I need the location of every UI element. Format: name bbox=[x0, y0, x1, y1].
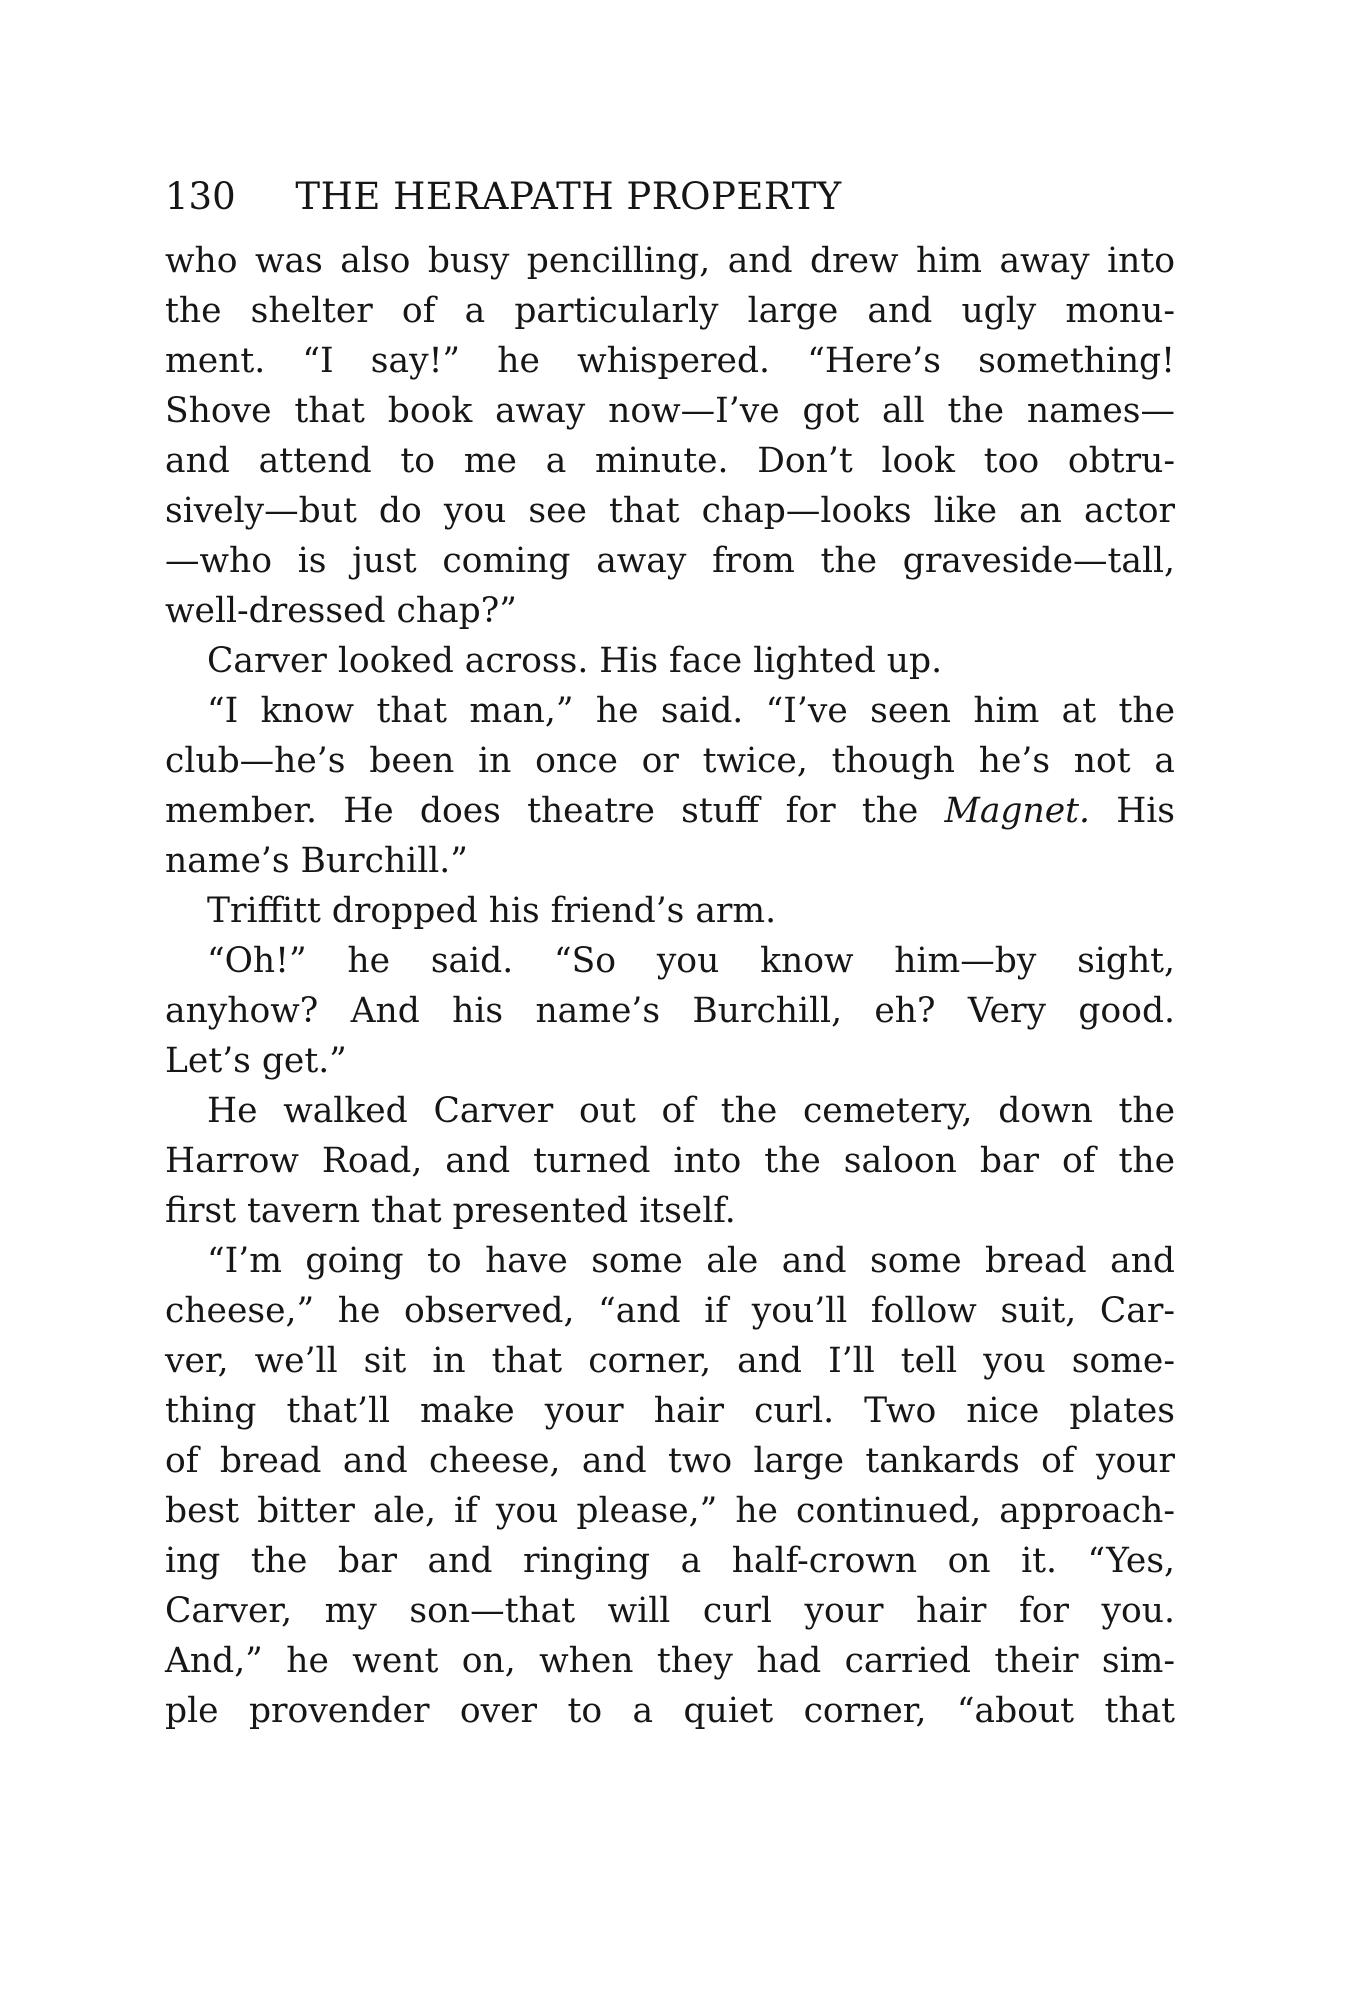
running-title: THE HERAPATH PROPERTY bbox=[295, 175, 842, 218]
text-line: Triffitt dropped his friend’s arm. bbox=[207, 891, 777, 931]
text-line: of bread and cheese, and two large tankards of your bbox=[165, 1441, 1175, 1481]
text-line: anyhow? And his name’s Burchill, eh? Very good. bbox=[165, 991, 1175, 1031]
text-line: thing that’ll make your hair curl. Two nice plates bbox=[165, 1391, 1175, 1431]
text-line: Let’s get.” bbox=[165, 1041, 347, 1081]
text-line: Carver, my son—that will curl your hair for you. bbox=[165, 1591, 1175, 1631]
page-number: 130 bbox=[165, 175, 236, 218]
italic-title: Magnet. bbox=[944, 791, 1090, 831]
body-text bbox=[165, 236, 1175, 1736]
text-line: club—he’s been in once or twice, though he’s not a bbox=[165, 741, 1175, 781]
text-line-with-italic bbox=[165, 786, 1175, 836]
text-segment: member. He does theatre stuff for the bbox=[165, 791, 919, 831]
text-line: And,” he went on, when they had carried their sim- bbox=[165, 1641, 1175, 1681]
text-line: Harrow Road, and turned into the saloon bar of the bbox=[165, 1141, 1175, 1181]
text-line: “I know that man,” he said. “I’ve seen him at the bbox=[207, 691, 1175, 731]
text-line: and attend to me a minute. Don’t look too obtru- bbox=[165, 441, 1175, 481]
text-line: ver, we’ll sit in that corner, and I’ll tell you some- bbox=[165, 1341, 1175, 1381]
text-line: —who is just coming away from the graveside—tall, bbox=[165, 541, 1175, 581]
text-line: name’s Burchill.” bbox=[165, 841, 468, 881]
text-line: Carver looked across. His face lighted up. bbox=[207, 641, 943, 681]
text-line: best bitter ale, if you please,” he continued, approach- bbox=[165, 1491, 1175, 1531]
text-line: who was also busy pencilling, and drew him away into bbox=[165, 241, 1175, 281]
page-header bbox=[165, 172, 1205, 222]
text-line: Shove that book away now—I’ve got all the names— bbox=[165, 391, 1175, 431]
text-segment: His bbox=[1116, 791, 1176, 831]
text-line: ing the bar and ringing a half-crown on it. “Yes, bbox=[165, 1541, 1175, 1581]
text-line: “Oh!” he said. “So you know him—by sight, bbox=[207, 941, 1175, 981]
text-line: ment. “I say!” he whispered. “Here’s something! bbox=[165, 341, 1175, 381]
text-line: He walked Carver out of the cemetery, down the bbox=[207, 1091, 1175, 1131]
text-line: the shelter of a particularly large and ugly monu- bbox=[165, 291, 1175, 331]
text-line: well-dressed chap?” bbox=[165, 591, 517, 631]
text-line: sively—but do you see that chap—looks like an actor bbox=[165, 491, 1175, 531]
text-line: cheese,” he observed, “and if you’ll follow suit, Car- bbox=[165, 1291, 1175, 1331]
text-line: “I’m going to have some ale and some bread and bbox=[207, 1241, 1175, 1281]
text-line: ple provender over to a quiet corner, “about that bbox=[165, 1691, 1175, 1731]
text-line: first tavern that presented itself. bbox=[165, 1191, 736, 1231]
